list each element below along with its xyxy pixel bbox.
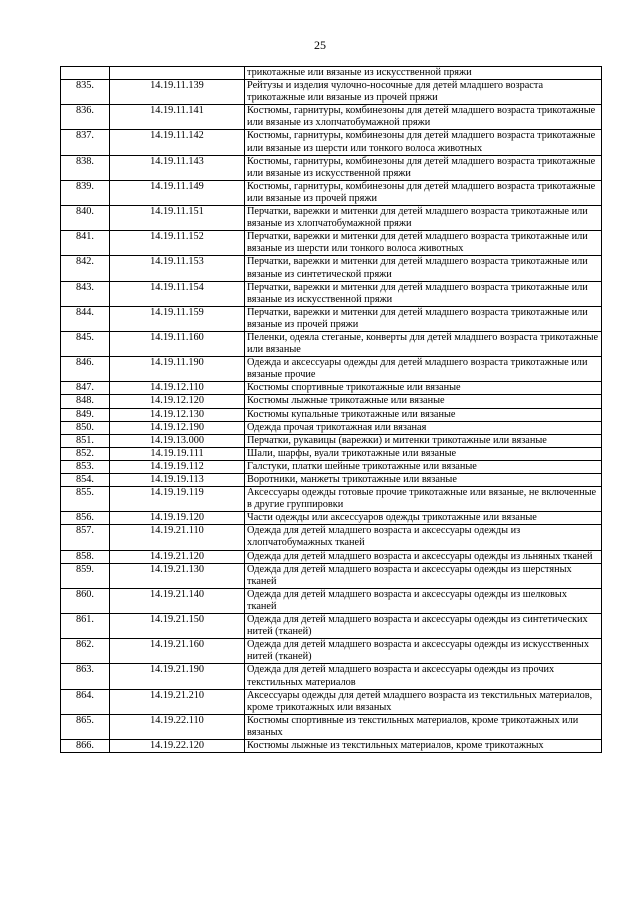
row-number: 837. (61, 130, 110, 155)
product-description: Одежда для детей младшего возраста и аксессуары одежды из шерстяных тканей (245, 563, 602, 588)
product-description: Одежда для детей младшего возраста и аксессуары одежды из шелковых тканей (245, 588, 602, 613)
product-code: 14.19.13.000 (110, 434, 245, 447)
table-row (61, 206, 602, 231)
product-description: Рейтузы и изделия чулочно-носочные для детей младшего возраста трикотажные или вязаные из прочей пряжи (245, 80, 602, 105)
row-number: 863. (61, 664, 110, 689)
table-row (61, 281, 602, 306)
row-number: 852. (61, 447, 110, 460)
row-number: 843. (61, 281, 110, 306)
table-row (61, 550, 602, 563)
row-number: 858. (61, 550, 110, 563)
product-code: 14.19.21.150 (110, 614, 245, 639)
product-code: 14.19.11.160 (110, 331, 245, 356)
table-row (61, 130, 602, 155)
product-code: 14.19.21.160 (110, 639, 245, 664)
table-row (61, 689, 602, 714)
table-row (61, 639, 602, 664)
row-number: 846. (61, 357, 110, 382)
product-code: 14.19.11.152 (110, 231, 245, 256)
row-number: 861. (61, 614, 110, 639)
product-code: 14.19.11.154 (110, 281, 245, 306)
row-number: 845. (61, 331, 110, 356)
product-description: Костюмы лыжные трикотажные или вязаные (245, 395, 602, 408)
row-number: 865. (61, 714, 110, 739)
product-code: 14.19.11.141 (110, 105, 245, 130)
table-row (61, 614, 602, 639)
row-number (61, 67, 110, 80)
product-description: Костюмы, гарнитуры, комбинезоны для детей младшего возраста трикотажные или вязаные из прочей пряжи (245, 180, 602, 205)
row-number: 854. (61, 474, 110, 487)
table-row (61, 447, 602, 460)
table-row (61, 306, 602, 331)
table-row (61, 180, 602, 205)
product-description: Перчатки, варежки и митенки для детей младшего возраста трикотажные или вязаные из синтетической пряжи (245, 256, 602, 281)
table-row (61, 231, 602, 256)
table-row (61, 155, 602, 180)
product-description: Одежда для детей младшего возраста и аксессуары одежды из прочих текстильных материалов (245, 664, 602, 689)
table-row (61, 474, 602, 487)
row-number: 839. (61, 180, 110, 205)
table-row (61, 67, 602, 80)
row-number: 850. (61, 421, 110, 434)
table-body (61, 67, 602, 753)
product-description: Одежда для детей младшего возраста и аксессуары одежды из синтетических нитей (тканей) (245, 614, 602, 639)
product-code: 14.19.21.130 (110, 563, 245, 588)
product-description: Перчатки, рукавицы (варежки) и митенки трикотажные или вязаные (245, 434, 602, 447)
product-code: 14.19.11.143 (110, 155, 245, 180)
product-description: Шали, шарфы, вуали трикотажные или вязаные (245, 447, 602, 460)
product-code: 14.19.21.140 (110, 588, 245, 613)
row-number: 840. (61, 206, 110, 231)
table-row (61, 256, 602, 281)
product-description: Перчатки, варежки и митенки для детей младшего возраста трикотажные или вязаные из прочей пряжи (245, 306, 602, 331)
product-code: 14.19.12.120 (110, 395, 245, 408)
table-row (61, 421, 602, 434)
row-number: 855. (61, 487, 110, 512)
product-description: Костюмы, гарнитуры, комбинезоны для детей младшего возраста трикотажные или вязаные из хлопчатобумажной пряжи (245, 105, 602, 130)
product-description: Части одежды или аксессуаров одежды трикотажные или вязаные (245, 512, 602, 525)
product-code: 14.19.11.139 (110, 80, 245, 105)
product-description: Перчатки, варежки и митенки для детей младшего возраста трикотажные или вязаные из искусственной пряжи (245, 281, 602, 306)
product-description: трикотажные или вязаные из искусственной пряжи (245, 67, 602, 80)
product-description: Костюмы, гарнитуры, комбинезоны для детей младшего возраста трикотажные или вязаные из искусственной пряжи (245, 155, 602, 180)
product-description: Костюмы спортивные из текстильных материалов, кроме трикотажных или вязаных (245, 714, 602, 739)
product-code-table (60, 66, 602, 753)
product-description: Пеленки, одеяла стеганые, конверты для детей младшего возраста трикотажные или вязаные (245, 331, 602, 356)
table-row (61, 382, 602, 395)
row-number: 841. (61, 231, 110, 256)
row-number: 836. (61, 105, 110, 130)
row-number: 866. (61, 739, 110, 752)
table-row (61, 80, 602, 105)
product-description: Перчатки, варежки и митенки для детей младшего возраста трикотажные или вязаные из шерсти или тонкого волоса животных (245, 231, 602, 256)
table-row (61, 105, 602, 130)
product-code: 14.19.11.153 (110, 256, 245, 281)
table-row (61, 395, 602, 408)
product-description: Аксессуары одежды готовые прочие трикотажные или вязаные, не включенные в другие группировки (245, 487, 602, 512)
product-code: 14.19.19.112 (110, 460, 245, 473)
table-row (61, 664, 602, 689)
product-description: Одежда прочая трикотажная или вязаная (245, 421, 602, 434)
product-code: 14.19.11.142 (110, 130, 245, 155)
row-number: 859. (61, 563, 110, 588)
product-code: 14.19.19.119 (110, 487, 245, 512)
product-description: Костюмы, гарнитуры, комбинезоны для детей младшего возраста трикотажные или вязаные из шерсти или тонкого волоса животных (245, 130, 602, 155)
product-code: 14.19.21.110 (110, 525, 245, 550)
table-row (61, 460, 602, 473)
product-code: 14.19.19.111 (110, 447, 245, 460)
row-number: 862. (61, 639, 110, 664)
product-description: Костюмы лыжные из текстильных материалов, кроме трикотажных (245, 739, 602, 752)
row-number: 835. (61, 80, 110, 105)
row-number: 844. (61, 306, 110, 331)
row-number: 849. (61, 408, 110, 421)
row-number: 856. (61, 512, 110, 525)
row-number: 842. (61, 256, 110, 281)
row-number: 857. (61, 525, 110, 550)
table-row (61, 714, 602, 739)
product-code: 14.19.19.113 (110, 474, 245, 487)
table-row (61, 434, 602, 447)
row-number: 853. (61, 460, 110, 473)
product-code: 14.19.19.120 (110, 512, 245, 525)
row-number: 864. (61, 689, 110, 714)
table-row (61, 512, 602, 525)
table-row (61, 525, 602, 550)
product-description: Галстуки, платки шейные трикотажные или вязаные (245, 460, 602, 473)
product-code: 14.19.21.210 (110, 689, 245, 714)
product-code: 14.19.11.151 (110, 206, 245, 231)
product-description: Костюмы купальные трикотажные или вязаные (245, 408, 602, 421)
row-number: 848. (61, 395, 110, 408)
product-description: Аксессуары одежды для детей младшего возраста из текстильных материалов, кроме трикотажных или вязаных (245, 689, 602, 714)
product-code: 14.19.12.190 (110, 421, 245, 434)
row-number: 860. (61, 588, 110, 613)
product-code: 14.19.11.149 (110, 180, 245, 205)
row-number: 847. (61, 382, 110, 395)
product-description: Воротники, манжеты трикотажные или вязаные (245, 474, 602, 487)
product-code: 14.19.22.110 (110, 714, 245, 739)
product-description: Перчатки, варежки и митенки для детей младшего возраста трикотажные или вязаные из хлопчатобумажной пряжи (245, 206, 602, 231)
product-code: 14.19.11.190 (110, 357, 245, 382)
product-code: 14.19.22.120 (110, 739, 245, 752)
table-row (61, 331, 602, 356)
table-row (61, 357, 602, 382)
product-description: Одежда и аксессуары одежды для детей младшего возраста трикотажные или вязаные прочие (245, 357, 602, 382)
product-description: Одежда для детей младшего возраста и аксессуары одежды из искусственных нитей (тканей) (245, 639, 602, 664)
table-row (61, 487, 602, 512)
product-code: 14.19.11.159 (110, 306, 245, 331)
page-number: 25 (314, 38, 326, 52)
table-row (61, 739, 602, 752)
product-code: 14.19.21.190 (110, 664, 245, 689)
row-number: 838. (61, 155, 110, 180)
product-code: 14.19.21.120 (110, 550, 245, 563)
table-row (61, 588, 602, 613)
product-code: 14.19.12.130 (110, 408, 245, 421)
table-row (61, 563, 602, 588)
product-description: Одежда для детей младшего возраста и аксессуары одежды из хлопчатобумажных тканей (245, 525, 602, 550)
row-number: 851. (61, 434, 110, 447)
product-code: 14.19.12.110 (110, 382, 245, 395)
product-code (110, 67, 245, 80)
product-description: Костюмы спортивные трикотажные или вязаные (245, 382, 602, 395)
table-row (61, 408, 602, 421)
product-description: Одежда для детей младшего возраста и аксессуары одежды из льняных тканей (245, 550, 602, 563)
